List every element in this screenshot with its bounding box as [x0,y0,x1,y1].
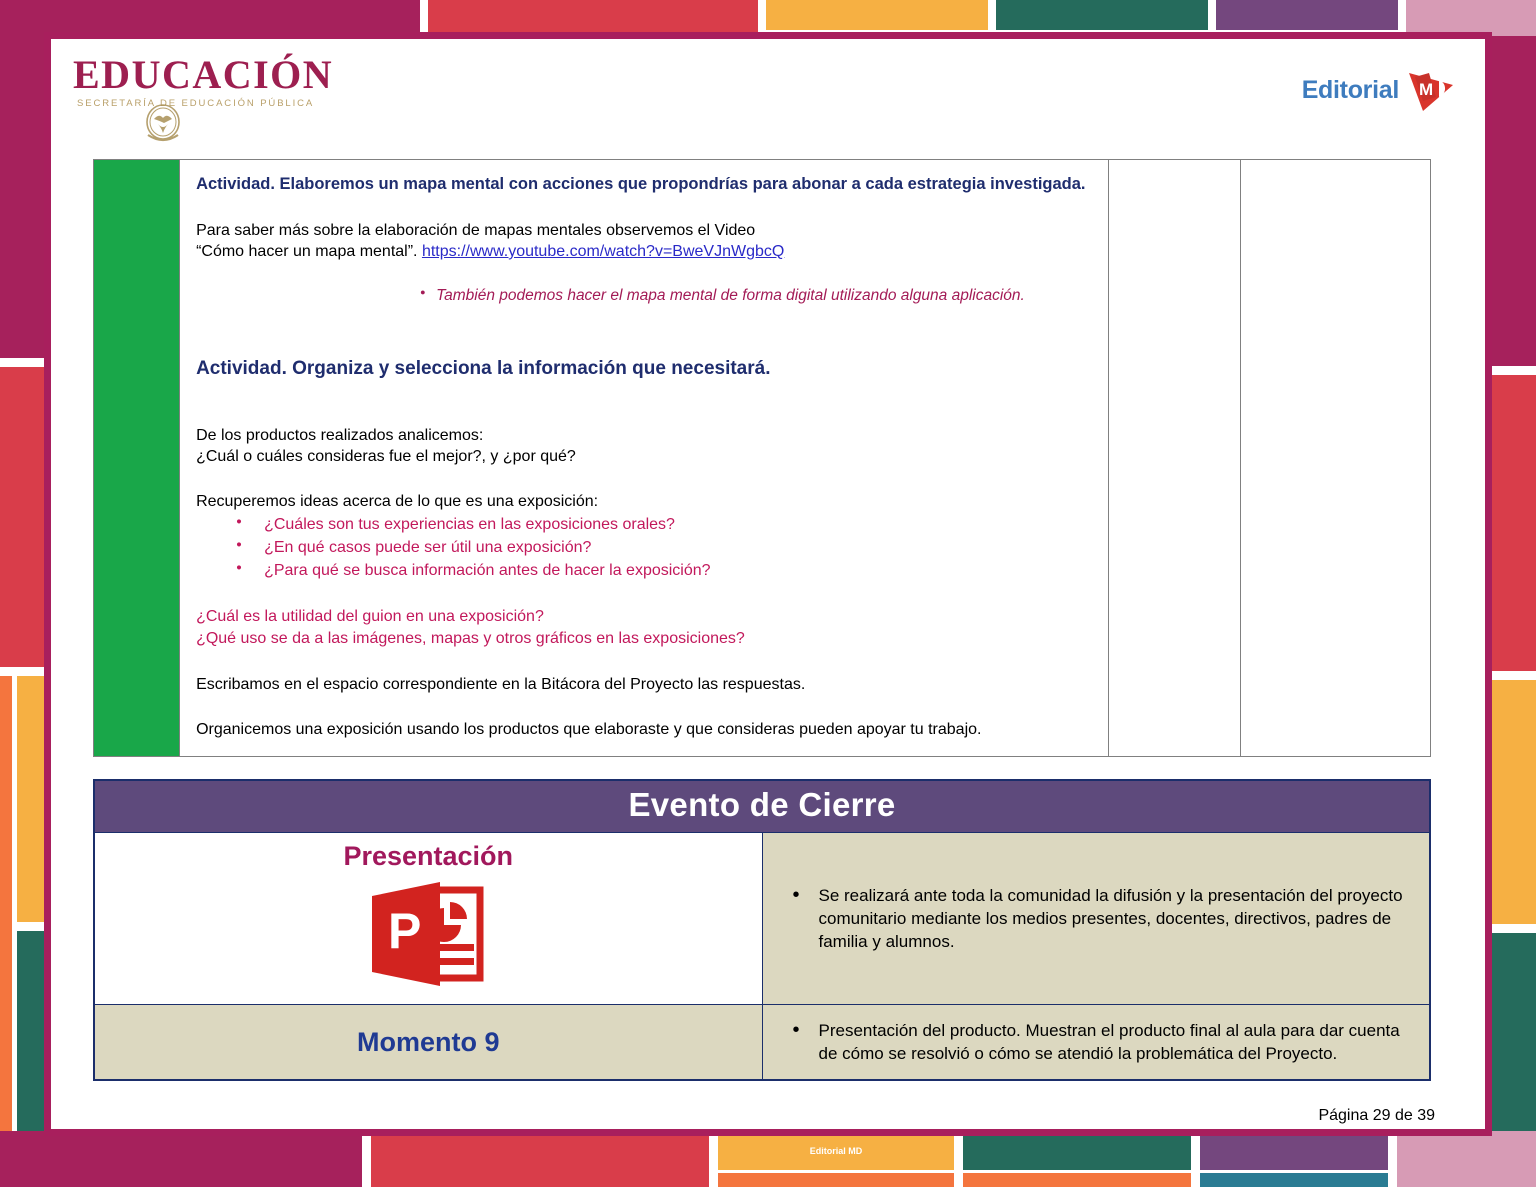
sep-logo-title: EDUCACIÓN [73,52,334,97]
decorative-border-bottom [0,1131,1536,1187]
empty-column-1 [1108,160,1240,757]
presentation-description-cell [762,833,1430,1005]
content-area [51,159,1485,1125]
empty-column-2 [1240,160,1430,757]
md-triangle-icon [1403,67,1457,113]
table-row [94,160,1431,757]
closing-event-table [93,779,1431,1081]
analyze-line-2: ¿Cuál o cuáles consideras fue el mejor?, y ¿por qué? [196,447,576,465]
document-page [51,39,1485,1129]
sep-logo-subtitle: SECRETARÍA DE EDUCACIÓN PÚBLICA [77,98,315,109]
youtube-link[interactable]: https://www.youtube.com/watch?v=BweVJnWgbcQ [421,242,785,260]
presentation-label-cell [94,833,762,1005]
list-item: ● ¿Para qué se busca información antes de hacer la exposición? [260,560,1092,583]
activity1-heading: Actividad. Elaboremos un mapa mental con acciones que propondrías para abonar a cada estrategia investigada. [196,175,1086,193]
momento-bullets [773,1019,1404,1065]
decorative-border-left [0,0,48,1187]
momento-label: Momento 9 [94,1005,762,1081]
activity2-heading: Actividad. Organiza y selecciona la información que necesitará. [196,358,771,380]
analyze-line-1: De los productos realizados analicemos: [196,426,484,444]
question-4: ¿Cuál es la utilidad del guion en una exposición? [196,608,544,626]
table-row [94,780,1430,833]
video-title-text: “Cómo hacer un mapa mental”. [196,242,422,260]
table-row [94,1005,1430,1081]
sep-logo [73,52,334,109]
closing-event-header: Evento de Cierre [94,780,1430,833]
presentation-bullets [773,884,1404,953]
list-item: ● ¿En qué casos puede ser útil una exposición? [260,537,1092,560]
powerpoint-icon [366,876,490,992]
digital-note: ● También podemos hacer el mapa mental de forma digital utilizando alguna aplicación. [436,286,1092,306]
activities-cell [180,160,1109,757]
editorial-md-logo [1302,67,1457,113]
question-5: ¿Qué uso se da a las imágenes, mapas y otros gráficos en las exposiciones? [196,630,745,648]
editorial-md-wordmark: Editorial [1301,75,1399,104]
recover-intro: Recuperemos ideas acerca de lo que es una exposición: [196,493,599,511]
list-item: • Se realizará ante toda la comunidad la difusión y la presentación del proyecto comunitario mediante los medios presentes, docentes, directivos, padres de familia y alumnos. [819,884,1404,953]
write-instruction: Escribamos en el espacio correspondiente en la Bitácora del Proyecto las respuestas. [196,675,806,693]
svg-text:P: P [388,903,422,960]
list-item: ● ¿Cuáles son tus experiencias en las exposiciones orales? [260,514,1092,537]
page-number: Página 29 de 39 [1318,1107,1435,1125]
mexican-coat-of-arms-icon [137,101,189,147]
svg-text:M: M [1419,80,1434,99]
activities-table [93,159,1431,757]
green-accent-column [94,160,180,757]
page-header [51,39,1485,159]
footer-watermark: Editorial MD [809,1145,863,1156]
table-row [94,833,1430,1005]
page-frame [44,32,1492,1136]
organize-instruction: Organicemos una exposición usando los productos que elaboraste y que consideras pueden apoyar tu trabajo. [196,720,982,738]
video-intro-line: Para saber más sobre la elaboración de mapas mentales observemos el Video [196,221,756,239]
video-link-line [196,241,1092,262]
question-list [196,514,1092,582]
list-item: • Presentación del producto. Muestran el producto final al aula para dar cuenta de cómo se resolvió o cómo se atendió la problemática del Proyecto. [819,1019,1404,1065]
closing-event-section [93,779,1431,1081]
presentation-label: Presentación [343,841,514,872]
momento-description-cell [762,1005,1430,1081]
